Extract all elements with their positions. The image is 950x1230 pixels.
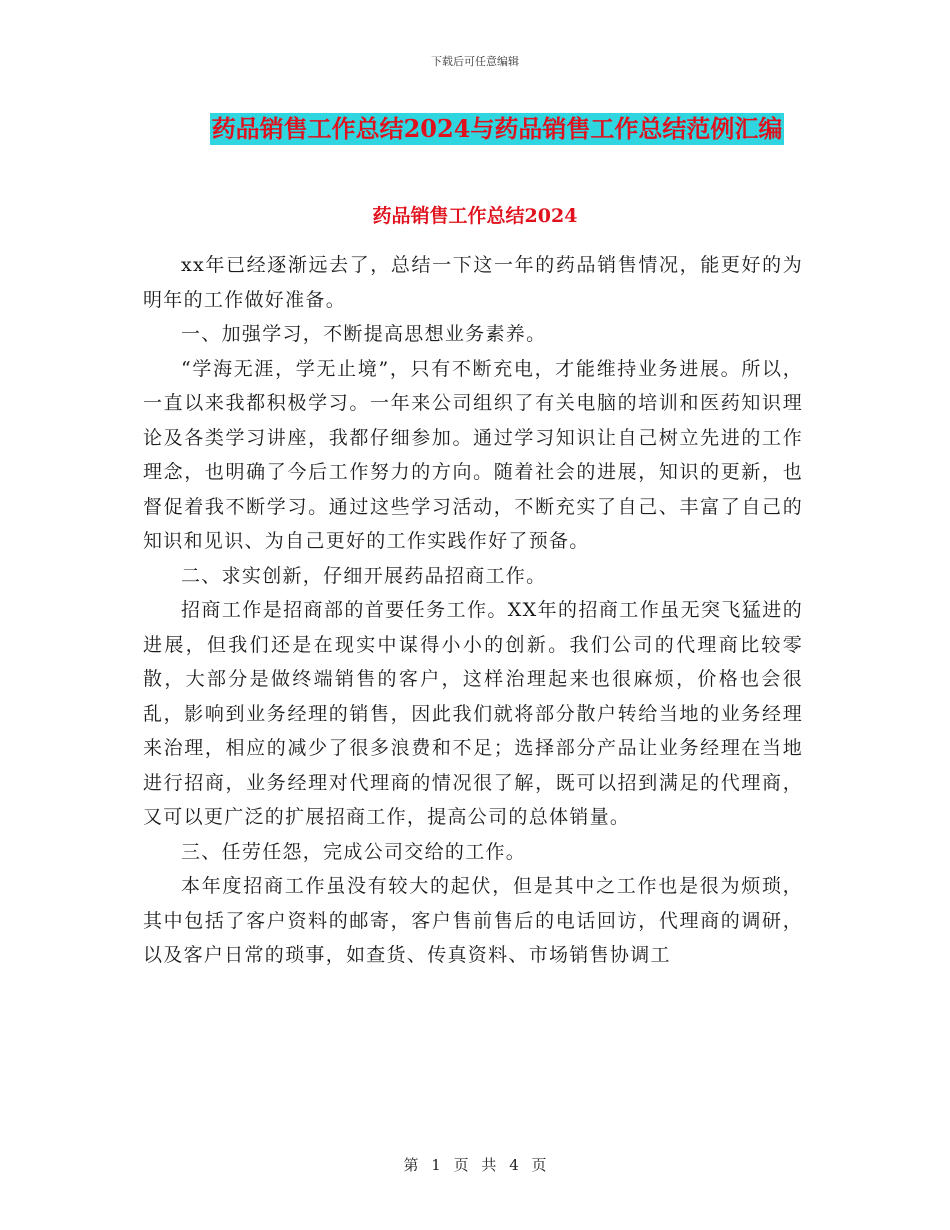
footer-suffix: 页	[531, 1156, 547, 1174]
section-title: 药品销售工作总结2024	[372, 205, 578, 227]
heading-section-2: 二、求实创新，仔细开展药品招商工作。	[181, 564, 547, 587]
paragraph-section-2: 招商工作是招商部的首要任务工作。XX年的招商工作虽无突飞猛进的进展，但我们还是在现实中谋得小小的创新。我们公司的代理商比较零散，大部分是做终端销售的客户，这样治理起来也很麻烦，价格也会很乱，影响到业务经理的销售，因此我们就将部分散户转给当地的业务经理来治理，相应的减少了很多浪费和不足；选择部分产品让业务经理在当地进行招商，业务经理对代理商的情况很了解，既可以招到满足的代理商，又可以更广泛的扩展招商工作，提高公司的总体销量。	[143, 599, 803, 828]
header-note: 下载后可任意编辑	[431, 55, 519, 68]
footer-total-word: 共	[481, 1156, 497, 1174]
main-title-container	[0, 113, 950, 145]
footer-current-page: 1	[431, 1156, 441, 1174]
paragraph-section-1: “学海无涯，学无止境”，只有不断充电，才能维持业务进展。所以，一直以来我都积极学习。一年来公司组织了有关电脑的培训和医药知识理论及各类学习讲座，我都仔细参加。通过学习知识让自己树立先进的工作理念，也明确了今后工作努力的方向。随着社会的进展，知识的更新，也督促着我不断学习。通过这些学习活动，不断充实了自己、丰富了自己的知识和见识、为自己更好的工作实践作好了预备。	[143, 357, 803, 552]
document-main-title: 药品销售工作总结2024与药品销售工作总结范例汇编	[211, 114, 783, 143]
heading-section-1: 一、加强学习，不断提高思想业务素养。	[181, 323, 547, 345]
page-footer	[0, 1154, 950, 1175]
paragraph-intro: xx年已经逐渐远去了，总结一下这一年的药品销售情况，能更好的为明年的工作做好准备。	[143, 254, 803, 311]
document-body	[143, 248, 803, 973]
footer-total-pages: 4	[509, 1156, 519, 1174]
paragraph-section-3: 本年度招商工作虽没有较大的起伏，但是其中之工作也是很为烦琐，其中包括了客户资料的邮寄，客户售前售后的电话回访，代理商的调研，以及客户日常的琐事，如查货、传真资料、市场销售协调工	[143, 875, 803, 966]
heading-section-3: 三、任劳任怨，完成公司交给的工作。	[181, 840, 527, 863]
footer-page-word: 页	[453, 1156, 469, 1174]
footer-prefix: 第	[403, 1156, 419, 1174]
